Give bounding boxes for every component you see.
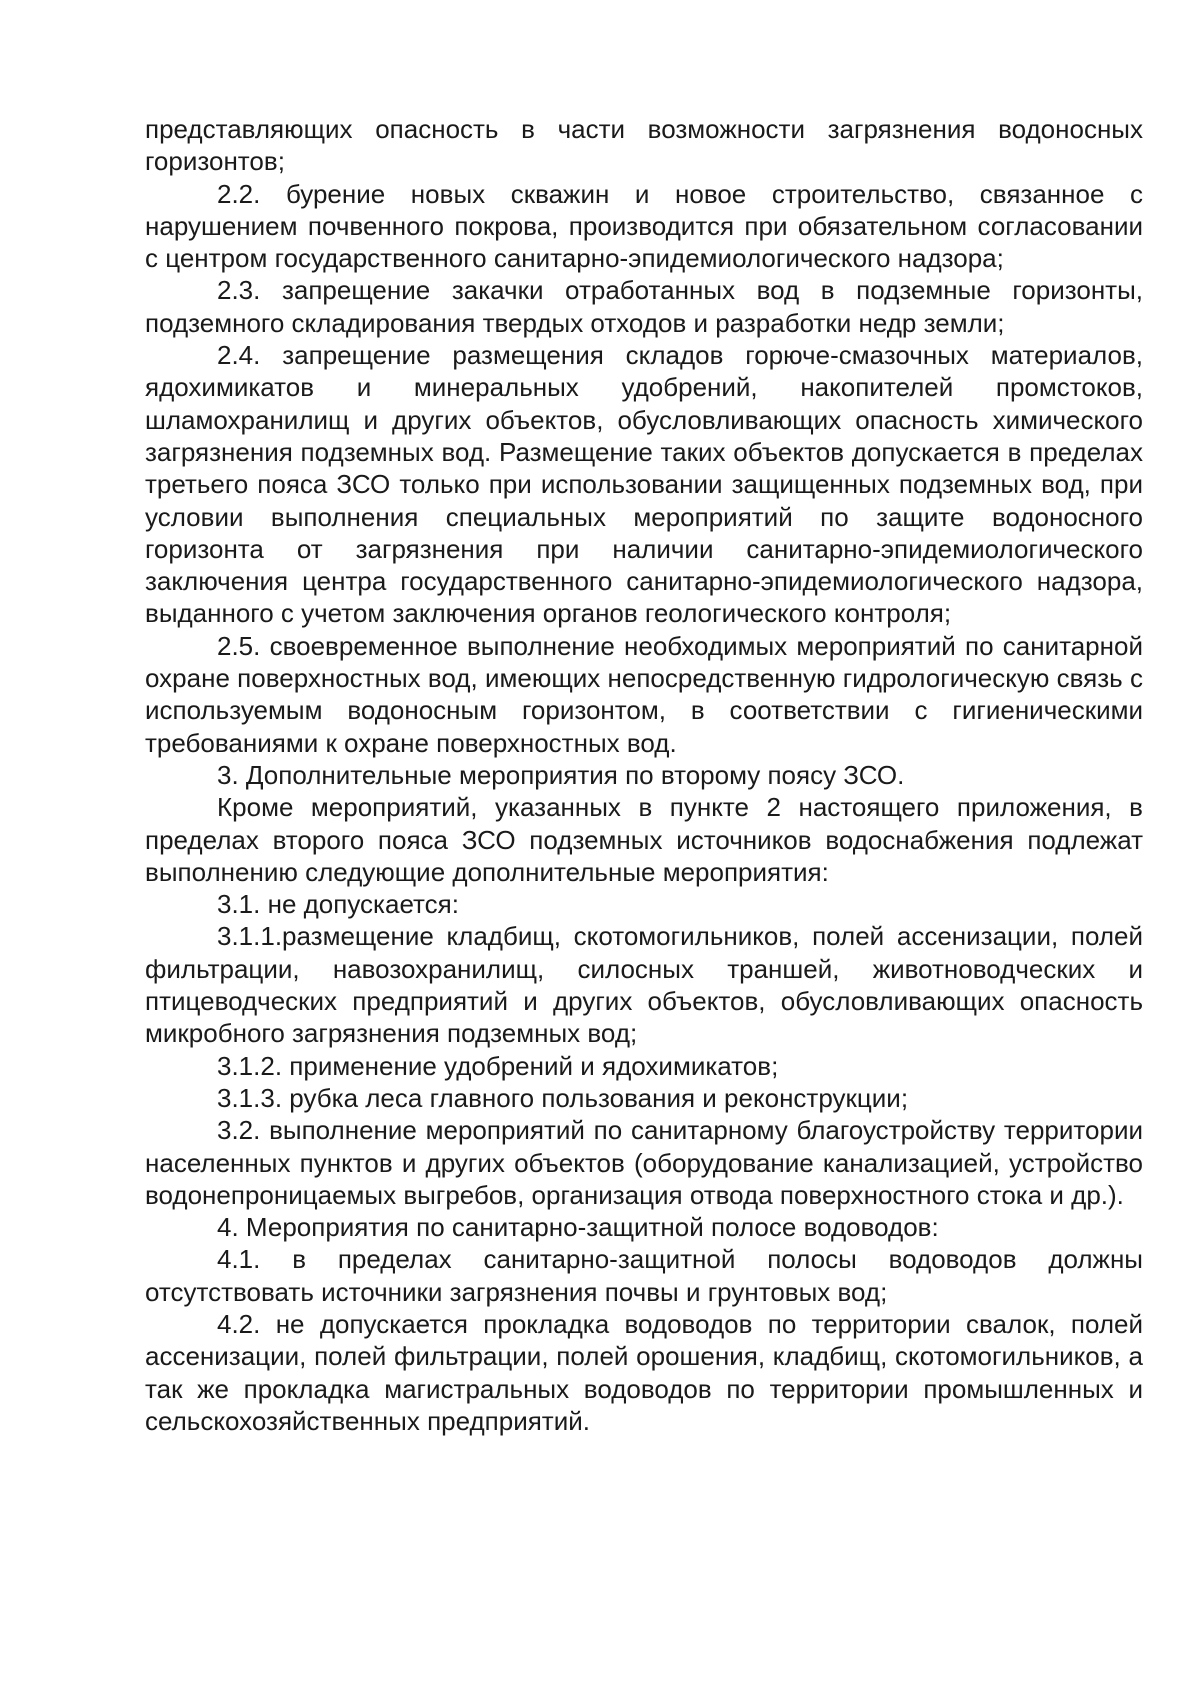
document-page [145,113,1143,1437]
paragraph-2-4: 2.4. запрещение размещения складов горюче-смазочных материалов, ядохимикатов и минеральных удобрений, накопителей промстоков, шламохранилищ и других объектов, обусловливающих опасность химического загрязнения подземных вод. Размещение таких объектов допускается в пределах третьего пояса ЗСО только при использовании защищенных подземных вод, при условии выполнения специальных мероприятий по защите водоносного горизонта от загрязнения при наличии санитарно-эпидемиологического заключения центра государственного санитарно-эпидемиологического надзора, выданного с учетом заключения органов геологического контроля; [145,340,1143,629]
paragraph-4-1: 4.1. в пределах санитарно-защитной полосы водоводов должны отсутствовать источники загрязнения почвы и грунтовых вод; [145,1244,1143,1307]
paragraph-2-5: 2.5. своевременное выполнение необходимых мероприятий по санитарной охране поверхностных вод, имеющих непосредственную гидрологическую связь с используемым водоносным горизонтом, в соответствии с гигиеническими требованиями к охране поверхностных вод. [145,630,1143,758]
paragraph-3-2: 3.2. выполнение мероприятий по санитарному благоустройству территории населенных пунктов и других объектов (оборудование канализацией, устройство водонепроницаемых выгребов, организация отвода поверхностного стока и др.). [145,1115,1143,1210]
paragraph-3-1-3: 3.1.3. рубка леса главного пользования и реконструкции; [217,1082,909,1113]
section-4-heading: 4. Мероприятия по санитарно-защитной полосе водоводов: [217,1212,939,1243]
paragraph-continuation: представляющих опасность в части возможности загрязнения водоносных горизонтов; [145,114,1143,177]
paragraph-2-3: 2.3. запрещение закачки отработанных вод в подземные горизонты, подземного складирования твердых отходов и разработки недр земли; [145,275,1143,338]
paragraph-3-1: 3.1. не допускается: [217,889,459,920]
paragraph-2-2: 2.2. бурение новых скважин и новое строительство, связанное с нарушением почвенного покрова, производится при обязательном согласовании с центром государственного санитарно-эпидемиологического надзора; [145,178,1143,274]
paragraph-3-intro: Кроме мероприятий, указанных в пункте 2 настоящего приложения, в пределах второго пояса ЗСО подземных источников водоснабжения подлежат выполнению следующие дополнительные мероприятия: [145,792,1143,887]
paragraph-4-2: 4.2. не допускается прокладка водоводов по территории свалок, полей ассенизации, полей фильтрации, полей орошения, кладбищ, скотомогильников, а так же прокладка магистральных водоводов по территории промышленных и сельскохозяйственных предприятий. [145,1308,1143,1436]
section-3-heading: 3. Дополнительные мероприятия по второму поясу ЗСО. [217,759,905,790]
paragraph-3-1-1: 3.1.1.размещение кладбищ, скотомогильников, полей ассенизации, полей фильтрации, навозохранилищ, силосных траншей, животноводческих и птицеводческих предприятий и других объектов, обусловливающих опасность микробного загрязнения подземных вод; [145,921,1143,1049]
paragraph-3-1-2: 3.1.2. применение удобрений и ядохимикатов; [217,1050,779,1081]
